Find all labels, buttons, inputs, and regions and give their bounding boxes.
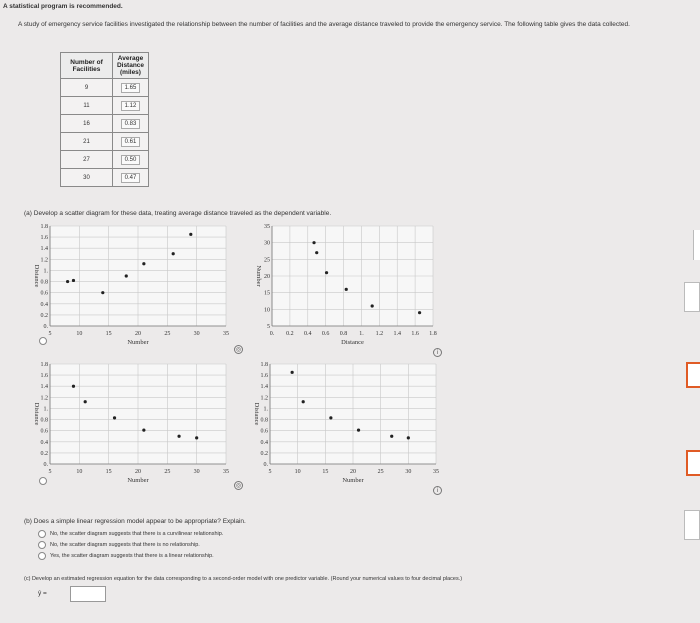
data-point	[371, 304, 374, 307]
y-tick-label: 0.8	[260, 417, 268, 424]
cell-distance: 0.50	[113, 151, 149, 169]
y-tick-label: 1.4	[260, 384, 268, 391]
scatter-option-4	[248, 360, 448, 488]
x-axis-label: Distance	[341, 339, 364, 346]
part-a-prompt: (a) Develop a scatter diagram for these data, treating average distance traveled as the dependent variable.	[24, 210, 332, 217]
x-tick-label: 30	[405, 469, 412, 475]
yhat-input[interactable]	[70, 586, 106, 602]
y-tick-label: 1.8	[40, 224, 48, 230]
table-row	[61, 79, 149, 97]
data-point	[407, 436, 410, 439]
data-point	[345, 288, 348, 291]
y-tick-label: 0.4	[40, 301, 48, 308]
x-tick-label: 15	[105, 331, 112, 337]
y-tick-label: 0.6	[40, 428, 48, 435]
y-tick-label: 0.8	[40, 417, 48, 424]
data-point	[312, 241, 315, 244]
x-tick-label: 25	[164, 331, 171, 337]
x-tick-label: 25	[377, 469, 384, 475]
x-tick-label: 0.	[269, 331, 275, 337]
x-axis-label: Number	[127, 477, 149, 484]
x-axis-label: Number	[127, 339, 149, 346]
x-tick-label: 35	[223, 331, 229, 337]
data-point	[125, 274, 128, 277]
data-point	[72, 385, 75, 388]
data-point	[315, 251, 318, 254]
info-icon[interactable]: ◎	[235, 483, 242, 489]
y-tick-label: 0.6	[260, 428, 268, 435]
x-tick-label: 1.6	[411, 331, 419, 337]
y-tick-label: 0.2	[40, 312, 48, 319]
x-tick-label: 10	[76, 331, 83, 337]
x-tick-label: 15	[322, 469, 329, 475]
yhat-label: ŷ =	[38, 590, 47, 597]
scatter-option-3	[28, 360, 238, 488]
x-tick-label: 25	[164, 469, 171, 475]
x-axis-label: Number	[342, 477, 364, 484]
x-tick-label: 0.8	[339, 331, 348, 337]
x-tick-label: 0.6	[321, 331, 330, 337]
y-tick-label: 0.2	[40, 450, 48, 457]
y-tick-label: 1.4	[40, 246, 48, 253]
x-tick-label: 1.2	[375, 331, 384, 337]
radio-button[interactable]	[38, 541, 46, 549]
table-row	[61, 97, 149, 115]
option-linear[interactable]: Yes, the scatter diagram suggests that there is a linear relationship.	[38, 552, 223, 560]
data-point	[291, 371, 294, 374]
edge-tab[interactable]	[684, 510, 700, 540]
x-tick-label: 35	[433, 469, 439, 475]
data-point	[357, 429, 360, 432]
part-b-prompt: (b) Does a simple linear regression model appear to be appropriate? Explain.	[24, 518, 246, 525]
y-tick-label: 1.2	[40, 257, 48, 264]
y-tick-label: 0.6	[40, 290, 48, 297]
chart-3-radio[interactable]	[39, 477, 47, 485]
data-point	[329, 416, 332, 419]
data-point	[84, 400, 87, 403]
y-tick-label: 0.8	[40, 279, 48, 286]
chart-1-radio[interactable]	[39, 337, 47, 345]
y-tick-label: 20	[264, 274, 270, 280]
x-tick-label: 30	[193, 331, 200, 337]
info-icon[interactable]: ◎	[235, 347, 242, 353]
y-tick-label: 1.8	[260, 362, 268, 368]
data-point	[142, 429, 145, 432]
y-tick-label: 0.	[43, 462, 48, 468]
col-header-facilities: Number of Facilities	[61, 53, 113, 79]
x-tick-label: 10	[76, 469, 83, 475]
y-tick-label: 1.	[43, 406, 48, 413]
x-tick-label: 5	[268, 469, 272, 475]
data-point	[66, 280, 69, 283]
instruction-title: A statistical program is recommended.	[3, 3, 123, 10]
y-tick-label: 0.	[263, 462, 268, 468]
option-no-relationship[interactable]: No, the scatter diagram suggests that there is no relationship.	[38, 541, 223, 549]
data-point	[177, 435, 180, 438]
x-tick-label: 35	[223, 469, 229, 475]
y-axis-label: Distance	[33, 264, 40, 288]
option-curvilinear[interactable]: No, the scatter diagram suggests that there is a curvilinear relationship.	[38, 530, 223, 538]
data-table	[60, 52, 149, 187]
y-axis-label: Distance	[253, 402, 260, 426]
y-tick-label: 0.	[43, 324, 48, 330]
info-icon[interactable]: i	[433, 486, 442, 495]
table-row	[61, 151, 149, 169]
cell-distance: 1.12	[113, 97, 149, 115]
y-tick-label: 0.4	[260, 439, 268, 446]
radio-button[interactable]	[38, 552, 46, 560]
x-tick-label: 20	[135, 469, 141, 475]
data-point	[113, 416, 116, 419]
x-tick-label: 10	[294, 469, 301, 475]
y-tick-label: 0.2	[260, 450, 268, 457]
data-point	[142, 262, 145, 265]
x-tick-label: 1.8	[429, 331, 437, 337]
data-point	[172, 252, 175, 255]
data-point	[189, 233, 192, 236]
edge-tab[interactable]	[684, 282, 700, 312]
cell-number: 11	[61, 97, 113, 115]
data-point	[302, 400, 305, 403]
y-tick-label: 35	[264, 224, 270, 230]
y-tick-label: 1.6	[260, 373, 268, 380]
table-row	[61, 169, 149, 187]
cell-distance: 0.47	[113, 169, 149, 187]
data-point	[390, 435, 393, 438]
scatter-option-1	[28, 222, 238, 350]
cell-number: 9	[61, 79, 113, 97]
data-point	[418, 311, 421, 314]
y-tick-label: 1.6	[40, 373, 48, 380]
data-point	[72, 279, 75, 282]
cell-distance: 0.61	[113, 133, 149, 151]
data-point	[195, 436, 198, 439]
info-icon[interactable]: i	[433, 348, 442, 357]
radio-button[interactable]	[38, 530, 46, 538]
x-tick-label: 5	[48, 331, 52, 337]
y-tick-label: 1.8	[40, 362, 48, 368]
cell-number: 16	[61, 115, 113, 133]
y-tick-label: 10	[264, 307, 270, 314]
y-tick-label: 5	[267, 324, 270, 330]
problem-intro: A study of emergency service facilities investigated the relationship between the number of facilities and the average distance traveled to provide the emergency service. The following table gives the data collected.	[18, 21, 630, 28]
table-row	[61, 115, 149, 133]
x-tick-label: 1.	[359, 331, 364, 337]
x-tick-label: 30	[193, 469, 200, 475]
cell-number: 27	[61, 151, 113, 169]
table-row	[61, 133, 149, 151]
y-axis-label: Distance	[33, 402, 40, 426]
x-tick-label: 0.4	[304, 331, 312, 337]
y-tick-label: 1.2	[260, 395, 268, 402]
y-tick-label: 1.4	[40, 384, 48, 391]
col-header-distance: Average Distance (miles)	[113, 53, 149, 79]
y-tick-label: 1.	[43, 268, 48, 275]
part-c-prompt: (c) Develop an estimated regression equation for the data corresponding to a second-order model with one predictor variable. (Round your numerical values to four decimal places.)	[24, 576, 463, 582]
y-tick-label: 0.4	[40, 439, 48, 446]
part-b-options	[38, 530, 223, 560]
cell-distance: 1.65	[113, 79, 149, 97]
x-tick-label: 15	[105, 469, 112, 475]
x-tick-label: 1.4	[393, 331, 401, 337]
edge-tab[interactable]	[686, 450, 700, 476]
y-tick-label: 15	[264, 290, 270, 297]
x-tick-label: 0.2	[286, 331, 294, 337]
edge-tab[interactable]	[686, 362, 700, 388]
x-tick-label: 5	[48, 469, 52, 475]
y-tick-label: 1.6	[40, 235, 48, 242]
cell-distance: 0.83	[113, 115, 149, 133]
y-tick-label: 1.	[263, 406, 268, 413]
edge-tab[interactable]	[693, 230, 700, 260]
x-tick-label: 20	[350, 469, 356, 475]
data-point	[101, 291, 104, 294]
y-tick-label: 1.2	[40, 395, 48, 402]
scatter-option-2	[250, 222, 445, 350]
cell-number: 30	[61, 169, 113, 187]
y-axis-label: Number	[255, 265, 262, 287]
x-tick-label: 20	[135, 331, 141, 337]
cell-number: 21	[61, 133, 113, 151]
y-tick-label: 30	[264, 240, 270, 247]
y-tick-label: 25	[264, 257, 270, 264]
data-point	[325, 271, 328, 274]
